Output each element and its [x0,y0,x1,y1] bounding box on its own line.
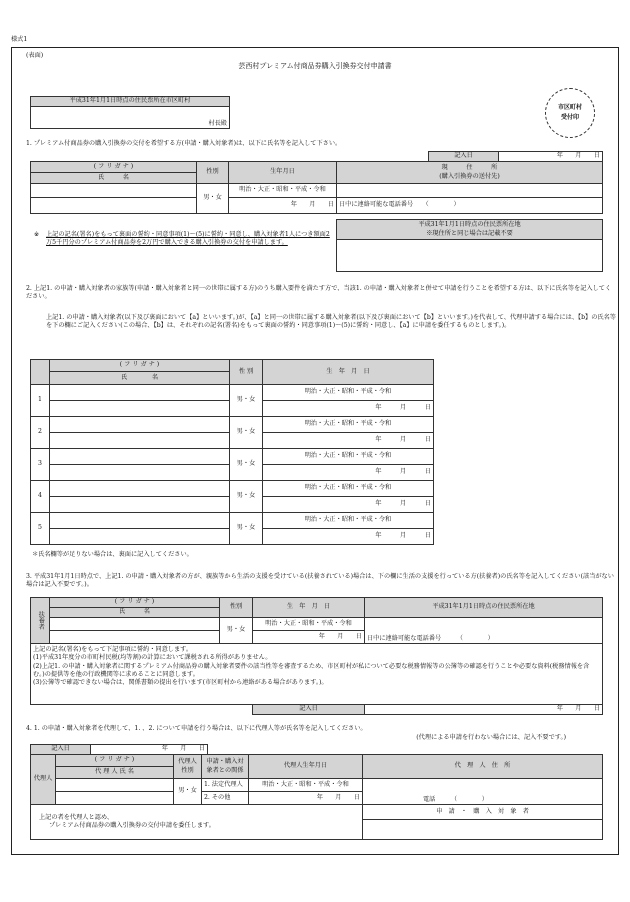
s1-sex-header: 性別 [197,162,229,184]
s2-row-number: 3 [31,449,50,481]
s4-name-header: 代 理 人 氏 名 [56,767,174,779]
s2-rows [30,384,434,545]
s1-addr2-sub: ※現住所と同じ場合は記載不要 [426,229,513,237]
s1-table [30,161,603,214]
s2-row-furigana-input[interactable] [50,449,230,465]
s2-row-sex[interactable]: 男・女 [230,417,263,449]
s2-row-ymd[interactable]: 年 月 日 [263,497,434,513]
s1-address-sub: (購入引換券の送付先) [439,172,500,180]
s4-table [30,754,603,840]
s3-addr-header: 平成31年1月1日時点の住民票所在地 [365,598,603,618]
s2-row-number: 5 [31,513,50,545]
s4-rel1[interactable]: 1. 法定代理人 [202,779,249,792]
s2-row-ymd[interactable]: 年 月 日 [263,433,434,449]
s2-row-furigana-input[interactable] [50,513,230,529]
s4-sex-value[interactable]: 男・女 [174,779,202,805]
s2-row-sex[interactable]: 男・女 [230,449,263,481]
s2-row-name-input[interactable] [50,465,230,481]
s2-furigana: ( フ リ ガ ナ ) [50,360,230,372]
s2-birth-header: 生 年 月 日 [263,360,434,385]
s2-num-header [31,360,50,385]
s4-name-input[interactable] [56,792,174,805]
s1-name-input[interactable] [31,198,197,214]
s4-side-label: 代理人 [31,755,56,805]
s4-phone[interactable]: 電話 （ ） [363,779,603,805]
s4-date-value[interactable]: 年 月 日 [91,745,208,755]
s4-era[interactable]: 明治・大正・昭和・平成・令和 [249,779,363,792]
stamp-line2: 受付印 [560,113,579,121]
s3-era[interactable]: 明治・大正・昭和・平成・令和 [253,618,365,631]
s4-furigana-input[interactable] [56,779,174,792]
s3-sex-value[interactable]: 男・女 [220,618,253,644]
s1-date-value[interactable]: 年 月 日 [499,152,603,162]
s1-addr2-table [336,219,603,272]
s1-furigana: ( フ リ ガ ナ ) [31,162,197,173]
recipient-suffix: 村長殿 [31,107,230,129]
s3-date-value[interactable]: 年 月 日 [365,705,603,715]
s2-row-name-input[interactable] [50,433,230,449]
s4-heading: 4. 1. の申請・購入対象者を代理して、1. 、2. について申請を行う場合は、以下に代理人等が氏名等を記入してください。 [26,725,367,732]
s2-row-era[interactable]: 明治・大正・昭和・平成・令和 [263,385,434,401]
s1-note-mark: ※ [34,231,40,238]
s2-row-furigana-input[interactable] [50,417,230,433]
s2-row-sex[interactable]: 男・女 [230,385,263,417]
s2-row-era[interactable]: 明治・大正・昭和・平成・令和 [263,481,434,497]
s2-row-number: 1 [31,385,50,417]
s1-furigana-input[interactable] [31,184,197,198]
s2-row-ymd[interactable]: 年 月 日 [263,401,434,417]
s2-row-sex[interactable]: 男・女 [230,513,263,545]
s4-date-label: 記入日 [31,745,91,755]
s3-line-2: (1)平成31年度分の市町村民税(均等割)の計算において課税される所得がありません。 [33,654,272,662]
recipient-header: 平成31年1月1日時点の住民票所在市区町村 [31,97,230,107]
s1-address-label: 現 住 所 [441,164,498,172]
s2-footnote: ＊氏名欄等が足りない場合は、裏面に記入してください。 [32,551,193,558]
s1-birth-header: 生年月日 [229,162,337,184]
s1-note: 上記の記名(署名)をもって裏面の誓約・同意事項(1)～(5)に誓約・同意し、購入対象者1人につき額面2万5千円分のプレミアム付商品券を2万円で購入できる購入引換券の交付を申請します。 [46,231,330,247]
s3-table [30,597,603,715]
s2-row-name-input[interactable] [50,401,230,417]
s3-line-1: 上記の記名(署名)をもって下記事項に誓約・同意します。 [33,646,193,653]
s1-address-header [337,162,603,184]
s4-applicant-sign[interactable] [363,820,603,840]
s3-pledge [31,644,603,705]
s4-sex-header: 代理人性別 [174,755,202,779]
s2-row-ymd[interactable]: 年 月 日 [263,465,434,481]
s3-heading: 3. 平成31年1月1日時点で、上記1. の申請・購入対象者の方が、親族等から生活の支援を受けている(扶養されている)場合は、下の欄に生活の支援を行っている方(扶養者)の氏名等を記入してください(該当がない場合は記入不要です。)。 [26,573,614,589]
s2-row-sex[interactable]: 男・女 [230,481,263,513]
s2-sex-header: 性 別 [230,360,263,385]
s3-name-header: 氏 名 [50,608,220,618]
s1-date-label: 記入日 [429,152,499,162]
stamp-line1: 市区町村 [557,104,582,111]
s2-para: 上記1. の申請・購入対象者(以下及び裏面において【a】といいます。)が、【a】と同一の世帯に属する購入対象者(以下及び裏面において【b】といいます。)を代表して、代理申請する場合には、【b】の氏名等を下の欄にご記入ください(この場合、【b】は、それぞれの記名(署名)をもって裏面の誓約・同意事項(1)～(5)に誓約・同意し、【a】に申請を委任するものとします。)。 [46,314,616,330]
s2-row-furigana-input[interactable] [50,385,230,401]
s4-birth-header: 代理人生年月日 [249,755,363,779]
form-id: 様式1 [11,36,28,43]
reception-stamp [545,88,595,138]
s3-line-4: (3)公簿等で確認できない場合は、関係書類の提出を行います(市区町村から連絡がある場合があります。)。 [33,679,328,687]
s2-row-ymd[interactable]: 年 月 日 [263,529,434,545]
s2-row-name-input[interactable] [50,497,230,513]
s3-name-input[interactable] [50,631,220,644]
s3-furigana-input[interactable] [50,618,220,631]
s4-relation-header: 申請・購入対象者との関係 [202,755,249,779]
s3-side-label: 扶養者 [31,598,50,644]
s4-delegate-line1: 上記の者を代理人と認め、 [39,813,114,821]
s3-birth-header: 生 年 月 日 [253,598,365,618]
s1-addr2-label: 平成31年1月1日時点の住民票所在地 [418,221,521,229]
s2-row-era[interactable]: 明治・大正・昭和・平成・令和 [263,449,434,465]
side-label: (表面) [26,52,44,59]
s3-phone[interactable]: 日中に連絡可能な電話番号 （ ） [365,618,603,644]
s1-sex-value[interactable]: 男・女 [197,184,229,214]
s4-delegation [31,805,363,840]
s3-line-3: (2)上記1. の申請・購入対象者に関するプレミアム付商品券の購入対象者要件の該当性等を審査するため、市区町村が私について必要な税務情報等の公簿等の確認を行うことや必要な資料(税務情報を含む。)の提供等を他の行政機関等に求めることに同意します。 [33,662,590,679]
s1-phone[interactable]: 日中に連絡可能な電話番号 （ ） [337,198,603,214]
s4-furigana: ( フ リ ガ ナ ) [56,755,174,767]
s4-heading2: (代理による申請を行わない場合には、記入不要です。) [416,734,566,741]
s2-row-name-input[interactable] [50,529,230,545]
recipient-box [30,96,230,129]
s1-addr2-input[interactable] [337,240,603,272]
s4-addr-header: 代 理 人 住 所 [363,755,603,779]
s2-name-header: 氏 名 [50,372,230,385]
s4-rel2[interactable]: 2. その他 [202,792,249,805]
s4-ymd[interactable]: 年 月 日 [249,792,363,805]
s3-ymd[interactable]: 年 月 日 [253,631,365,644]
s1-name-header: 氏 名 [31,173,197,184]
s1-address-input[interactable] [337,184,603,198]
form-title: 芸西村プレミアム付商品券購入引換券交付申請書 [238,62,392,70]
s2-row-era[interactable]: 明治・大正・昭和・平成・令和 [263,417,434,433]
s1-heading: 1. プレミアム付商品券の購入引換券の交付を希望する方(申請・購入対象者)は、以下に氏名等を記入して下さい。 [26,140,342,147]
s1-era[interactable]: 明治・大正・昭和・平成・令和 [229,184,337,198]
s3-date-label: 記入日 [253,705,365,715]
s2-heading: 2. 上記1. の申請・購入対象者の家族等(申請・購入対象者と同一の世帯に属する方)のうち購入要件を満たす方で、当該1. の申請・購入対象者と併せて申請を行うことを希望する方は、以下に氏名等を記入してください。 [26,285,612,301]
s2-row-era[interactable]: 明治・大正・昭和・平成・令和 [263,513,434,529]
s3-sex-header: 性別 [220,598,253,618]
s2-row-furigana-input[interactable] [50,481,230,497]
s2-row-number: 4 [31,481,50,513]
s2-table [30,359,434,385]
s4-applicant-header: 申 請 ・ 購 入 対 象 者 [363,805,603,820]
s2-row-number: 2 [31,417,50,449]
s1-addr2-header [337,220,603,240]
s4-delegate-line2: プレミアム付商品券の購入引換券の交付申請を委任します。 [49,822,215,829]
s1-ymd[interactable]: 年 月 日 [229,198,337,214]
s3-furigana: ( フ リ ガ ナ ) [50,598,220,608]
s3-blank [31,705,253,715]
